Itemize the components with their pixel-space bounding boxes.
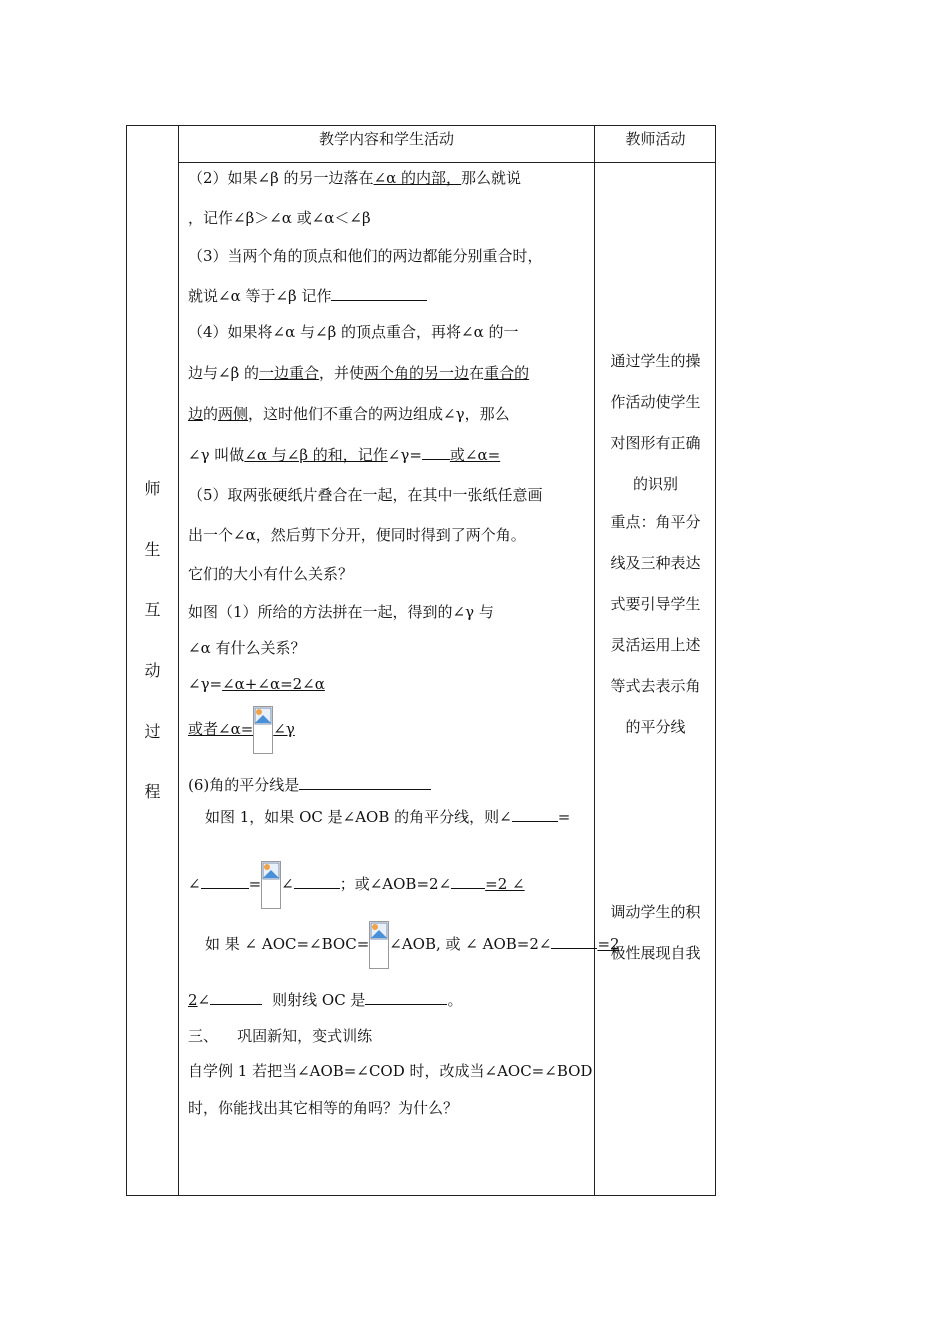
teacher-line: 作活动使学生 <box>610 393 701 411</box>
lesson-table <box>126 125 716 1196</box>
teacher-line: 通过学生的操 <box>610 352 701 370</box>
teacher-line: 的平分线 <box>625 718 686 736</box>
side-char: 师 <box>144 479 161 498</box>
side-char: 动 <box>144 661 161 680</box>
line: 时，你能找出其它相等的角吗？为什么？ <box>188 1099 459 1117</box>
teacher-line: 调动学生的积 <box>610 903 701 921</box>
line: 三、 巩固新知，变式训练 <box>188 1027 373 1045</box>
col-divider <box>178 126 179 1195</box>
line: （2）如果∠β 的另一边落在∠α 的内部，那么就说 <box>188 169 522 187</box>
line: （3）当两个角的顶点和他们的两边都能分别重合时， <box>188 247 543 265</box>
line: 边的两侧，这时他们不重合的两边组成∠γ，那么 <box>188 405 510 423</box>
line: （5）取两张硬纸片叠合在一起，在其中一张纸任意画 <box>188 486 543 504</box>
teacher-line: 灵活运用上述 <box>610 636 701 654</box>
line: 如 果 ∠ AOC=∠BOC= ∠AOB, 或 ∠ AOB=2∠ =2 <box>205 919 620 969</box>
line: （4）如果将∠α 与∠β 的顶点重合，再将∠α 的一 <box>188 323 519 341</box>
col-divider <box>594 126 595 1195</box>
side-char: 生 <box>144 540 161 559</box>
line: (6)角的平分线是 <box>188 775 431 795</box>
teacher-line: 对图形有正确 <box>610 434 701 452</box>
fraction-image-icon <box>261 861 281 909</box>
line: 边与∠β 的一边重合，并使两个角的另一边在重合的 <box>188 364 530 382</box>
header-divider <box>178 162 715 163</box>
line: ∠α 有什么关系？ <box>188 639 306 657</box>
teacher-line: 式要引导学生 <box>610 595 701 613</box>
line: ∠ = ∠ ；或∠AOB=2∠ =2 ∠ <box>188 859 525 909</box>
line: 或者∠α= ∠γ <box>188 704 295 754</box>
line: ，记作∠β＞∠α 或∠α＜∠β <box>188 209 371 227</box>
line: ∠γ=∠α+∠α=2∠α <box>188 675 325 693</box>
fraction-image-icon <box>369 921 389 969</box>
line: 如图（1）所给的方法拼在一起，得到的∠γ 与 <box>188 603 494 621</box>
teacher-line: 线及三种表达 <box>610 554 701 572</box>
line: 2∠ 则射线 OC 是 。 <box>188 991 463 1009</box>
line: 它们的大小有什么关系？ <box>188 565 354 583</box>
teacher-line: 极性展现自我 <box>610 944 701 962</box>
line: ∠γ 叫做∠α 与∠β 的和，记作∠γ= 或∠α= <box>188 446 501 464</box>
header-teacher: 教师活动 <box>625 130 686 148</box>
teacher-line: 重点：角平分 <box>610 513 701 531</box>
line: 自学例 1 若把当∠AOB=∠COD 时，改成当∠AOC=∠BOD <box>188 1062 593 1080</box>
header-content: 教学内容和学生活动 <box>318 130 454 148</box>
line: 如图 1，如果 OC 是∠AOB 的角平分线，则∠ = <box>205 808 571 826</box>
line: 出一个∠α，然后剪下分开，便同时得到了两个角。 <box>188 526 526 544</box>
side-char: 互 <box>144 600 161 619</box>
teacher-line: 等式去表示角 <box>610 677 701 695</box>
side-char: 程 <box>144 782 161 801</box>
teacher-line: 的识别 <box>632 475 678 493</box>
fraction-image-icon <box>253 706 273 754</box>
line: 就说∠α 等于∠β 记作 <box>188 286 427 306</box>
side-char: 过 <box>144 722 161 741</box>
